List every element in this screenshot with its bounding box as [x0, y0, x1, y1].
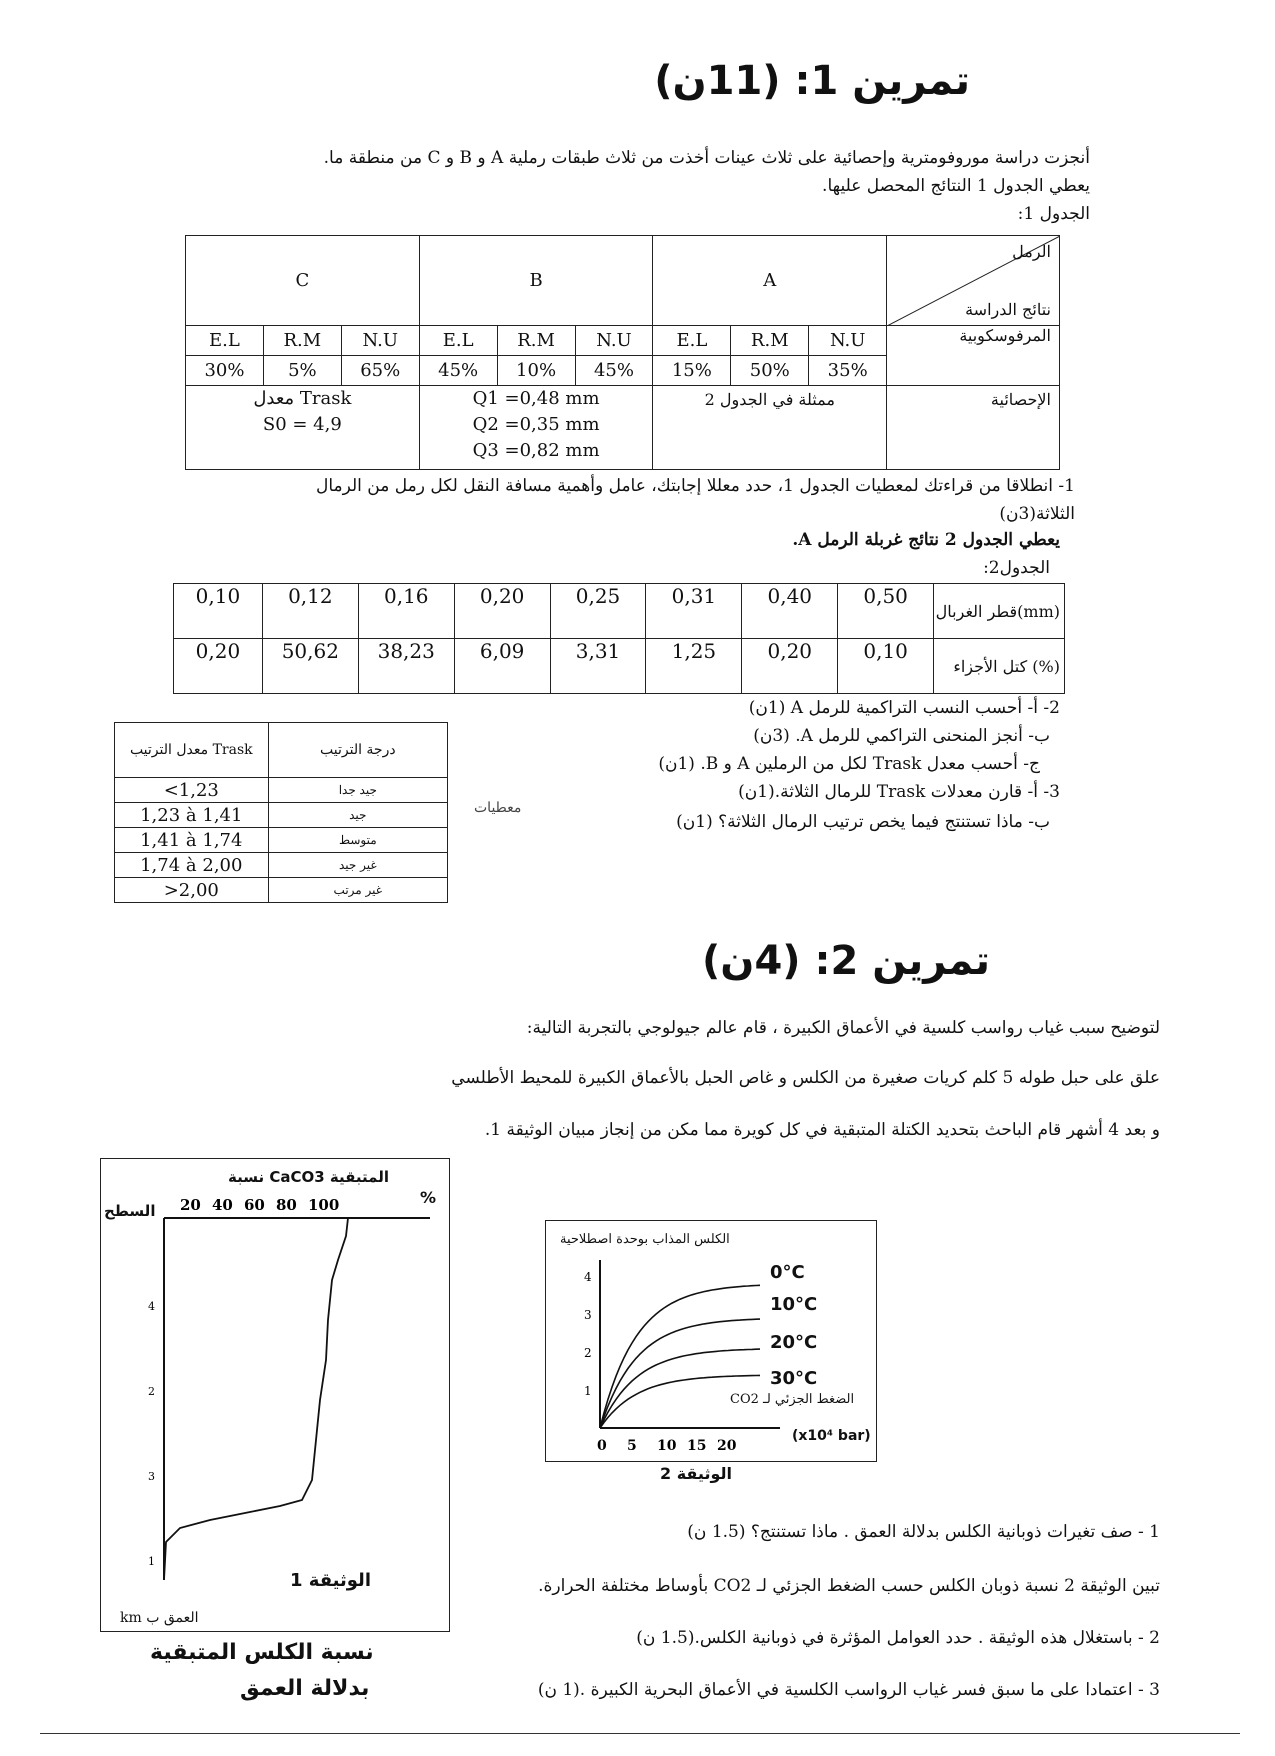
doc1-percent-sign: %: [420, 1188, 437, 1207]
doc1-caption-line1: نسبة الكلس المتبقية: [150, 1640, 374, 1665]
t2-row1-head: قطر الغربال(mm): [934, 584, 1065, 639]
doc1-x-tick: 60: [244, 1196, 265, 1214]
t2-diameter: 0,16: [358, 584, 454, 639]
table1-cell: 15%: [653, 356, 731, 386]
sort-grade-value: جيد: [268, 803, 447, 828]
table1-sub-el: E.L: [653, 326, 731, 356]
table2-label: الجدول2:: [983, 558, 1050, 578]
stat-b-line: Q1 =0,48 mm: [472, 388, 600, 409]
t2-mass: 38,23: [358, 639, 454, 694]
doc1-doc-name: الوثيقة 1: [290, 1570, 371, 1591]
table-2: [173, 583, 1065, 694]
t2-diameter: 0,12: [262, 584, 358, 639]
doc2-y-tick: 2: [584, 1346, 592, 1360]
table1-row-stat: الإحصائية: [887, 386, 1060, 470]
ex1-q3a: 3- أ- قارن معدلات Trask للرمال الثلاثة.(1ن): [738, 782, 1060, 802]
doc1-x-tick-labels: [180, 1196, 339, 1214]
doc1-depth-curve: [164, 1218, 348, 1580]
doc2-x-tick: 20: [717, 1438, 737, 1454]
doc2-y-label: الكلس المذاب بوحدة اصطلاحية: [560, 1232, 730, 1247]
table1-cell: 45%: [419, 356, 497, 386]
t2-mass: 50,62: [262, 639, 358, 694]
sort-trask-value: 1,41 à 1,74: [115, 828, 269, 853]
table1-cell: 35%: [809, 356, 887, 386]
doc2-ticks: [584, 1270, 737, 1454]
ex2-p1: لتوضيح سبب غياب رواسب كلسية في الأعماق الكبيرة ، قام عالم جيولوجي بالتجربة التالية:: [526, 1018, 1160, 1038]
sort-trask-value: >2,00: [115, 878, 269, 903]
doc2-curve: [600, 1349, 760, 1428]
sort-table-side-note: معطيات: [474, 800, 522, 816]
t2-diameter: 0,20: [454, 584, 550, 639]
table1-corner-bottom: نتائج الدراسة: [965, 300, 1051, 319]
ex2-p3: و بعد 4 أشهر قام الباحث بتحديد الكتلة المتبقية في كل كويرة مما مكن من إنجاز مبيان الوثيقة 1.: [484, 1120, 1160, 1140]
t2-mass: 0,10: [838, 639, 934, 694]
sort-grade-value: غير جيد: [268, 853, 447, 878]
table1-col-a: A: [653, 236, 887, 326]
table1-col-c: C: [186, 236, 420, 326]
doc1-depth-label: العمق ب km: [120, 1610, 199, 1626]
table-1: [185, 235, 1060, 470]
ex1-q1-line1: 1- انطلاقا من قراءتك لمعطيات الجدول 1، حدد معللا إجابتك، عامل وأهمية مسافة النقل لكل رمل من الرمال: [315, 476, 1075, 496]
doc2-curve-label-3: 30°C: [770, 1368, 818, 1389]
table1-cell: 10%: [497, 356, 575, 386]
ex2-q2: 2 - باستغلال هذه الوثيقة . حدد العوامل المؤثرة في ذوبانية الكلس.(1.5 ن): [636, 1628, 1160, 1648]
doc1-caption-line2: بدلالة العمق: [240, 1676, 370, 1701]
doc1-x-tick: 40: [212, 1196, 233, 1214]
ex1-q2b: ب- أنجز المنحنى التراكمي للرمل A. (3ن): [753, 726, 1050, 746]
sort-trask-value: 1,74 à 2,00: [115, 853, 269, 878]
table1-col-b: B: [419, 236, 653, 326]
doc1-surface-label: السطح: [104, 1202, 156, 1220]
doc2-y-tick: 1: [584, 1384, 592, 1398]
table1-corner-cell: [887, 236, 1060, 326]
doc1-y-tick-labels: [148, 1300, 155, 1568]
sort-head-trask: معدل الترتيب Trask: [115, 723, 269, 778]
doc2-x-label: الضغط الجزئي لـ CO2: [730, 1392, 855, 1407]
sort-grade-value: غير مرتب: [268, 878, 447, 903]
ex2-doc2-intro: تبين الوثيقة 2 نسبة ذوبان الكلس حسب الضغط الجزئي لـ CO2 بأوساط مختلفة الحرارة.: [538, 1576, 1160, 1596]
t2-diameter: 0,40: [742, 584, 838, 639]
table1-cell: 65%: [341, 356, 419, 386]
ex1-q3b: ب- ماذا تستنتج فيما يخص ترتيب الرمال الثلاثة؟ (1ن): [676, 812, 1050, 832]
ex2-p2: علق على حبل طوله 5 كلم كريات صغيرة من الكلس و غاص الحبل بالأعماق الكبيرة للمحيط الأطلسي: [451, 1068, 1160, 1088]
doc2-x-tick: 0: [597, 1438, 607, 1454]
t2-mass: 6,09: [454, 639, 550, 694]
table1-stat-a: ممثلة في الجدول 2: [653, 386, 887, 470]
sort-trask-value: 1,23 à 1,41: [115, 803, 269, 828]
doc1-top-label: نسبة CaCO3 المتبقية: [228, 1168, 389, 1186]
stat-b-line: Q3 =0,82 mm: [472, 440, 600, 461]
ex1-q2c: ج- أحسب معدل Trask لكل من الرملين A و B. (1ن): [658, 754, 1040, 774]
table1-stat-b: [419, 386, 653, 470]
t2-diameter: 0,31: [646, 584, 742, 639]
doc1-x-tick: 80: [276, 1196, 297, 1214]
doc2-x-tick: 5: [627, 1438, 637, 1454]
exercise1-title: تمرين 1: (11ن): [654, 58, 970, 104]
table1-corner-top: الرمل: [1012, 242, 1051, 261]
t2-diameter: 0,25: [550, 584, 646, 639]
doc2-x-tick: 10: [657, 1438, 677, 1454]
table1-sub-nu: N.U: [809, 326, 887, 356]
table1-sub-rm: R.M: [263, 326, 341, 356]
t2-mass: 1,25: [646, 639, 742, 694]
table1-row-morph: المرفوسكوبية: [887, 326, 1060, 386]
table1-sub-el: E.L: [419, 326, 497, 356]
table1-sub-el: E.L: [186, 326, 264, 356]
doc2-curve-label-2: 20°C: [770, 1332, 818, 1353]
table2-intro: يعطي الجدول 2 نتائج غربلة الرمل A.: [792, 530, 1060, 550]
sort-grade-value: متوسط: [268, 828, 447, 853]
table1-sub-nu: N.U: [341, 326, 419, 356]
ex2-q3: 3 - اعتمادا على ما سبق فسر غياب الرواسب الكلسية في الأعماق البحرية الكبيرة .(1 ن): [537, 1680, 1160, 1700]
doc2-x-unit: (x10⁴ bar): [792, 1428, 871, 1444]
page-bottom-rule: [40, 1733, 1240, 1734]
doc2-curve-label-0: 0°C: [770, 1262, 805, 1283]
stat-c-line: S0 = 4,9: [262, 414, 342, 435]
ex1-intro-line1: أنجزت دراسة موروفومترية وإحصائية على ثلاث عينات أخذت من ثلاث طبقات رملية A و B و C من منطقة ما.: [323, 148, 1090, 168]
doc1-y-tick: 1: [148, 1555, 155, 1568]
doc1-x-tick: 20: [180, 1196, 201, 1214]
doc1-y-tick: 3: [148, 1470, 155, 1483]
sort-head-grade: درجة الترتيب: [268, 723, 447, 778]
t2-mass: 0,20: [742, 639, 838, 694]
table1-sub-nu: N.U: [575, 326, 653, 356]
doc2-doc-name: الوثيقة 2: [660, 1464, 732, 1483]
exercise2-title: تمرين 2: (4ن): [702, 938, 990, 984]
table1-sub-rm: R.M: [731, 326, 809, 356]
t2-mass: 0,20: [174, 639, 263, 694]
table1-cell: 5%: [263, 356, 341, 386]
doc2-y-tick: 3: [584, 1308, 592, 1322]
stat-b-line: Q2 =0,35 mm: [472, 414, 600, 435]
ex1-q1-line2: الثلاثة(3ن): [999, 504, 1075, 524]
table1-stat-c: [186, 386, 420, 470]
ex1-q2a: 2- أ- أحسب النسب التراكمية للرمل A (1ن): [748, 698, 1060, 718]
ex2-q1: 1 - صف تغيرات ذوبانية الكلس بدلالة العمق . ماذا تستنتج؟ (1.5 ن): [687, 1522, 1160, 1542]
ex1-intro-line2: يعطي الجدول 1 النتائج المحصل عليها.: [822, 176, 1090, 196]
trask-sorting-table: [114, 722, 448, 903]
doc2-x-tick: 15: [687, 1438, 707, 1454]
sort-grade-value: جيد جدا: [268, 778, 447, 803]
doc2-y-tick: 4: [584, 1270, 592, 1284]
table1-cell: 30%: [186, 356, 264, 386]
doc2-curve-label-1: 10°C: [770, 1294, 818, 1315]
document-1-graph: [90, 1150, 490, 1710]
sort-trask-value: <1,23: [115, 778, 269, 803]
table1-label: الجدول 1:: [1017, 204, 1090, 224]
t2-diameter: 0,10: [174, 584, 263, 639]
t2-mass: 3,31: [550, 639, 646, 694]
t2-row2-head: كتل الأجزاء (%): [934, 639, 1065, 694]
doc1-x-tick: 100: [308, 1196, 340, 1214]
table1-sub-rm: R.M: [497, 326, 575, 356]
stat-c-line: معدل Trask: [253, 388, 352, 409]
doc1-y-tick: 4: [148, 1300, 155, 1313]
table1-cell: 50%: [731, 356, 809, 386]
doc1-y-tick: 2: [148, 1385, 155, 1398]
t2-diameter: 0,50: [838, 584, 934, 639]
doc2-curve: [600, 1319, 760, 1428]
table1-cell: 45%: [575, 356, 653, 386]
